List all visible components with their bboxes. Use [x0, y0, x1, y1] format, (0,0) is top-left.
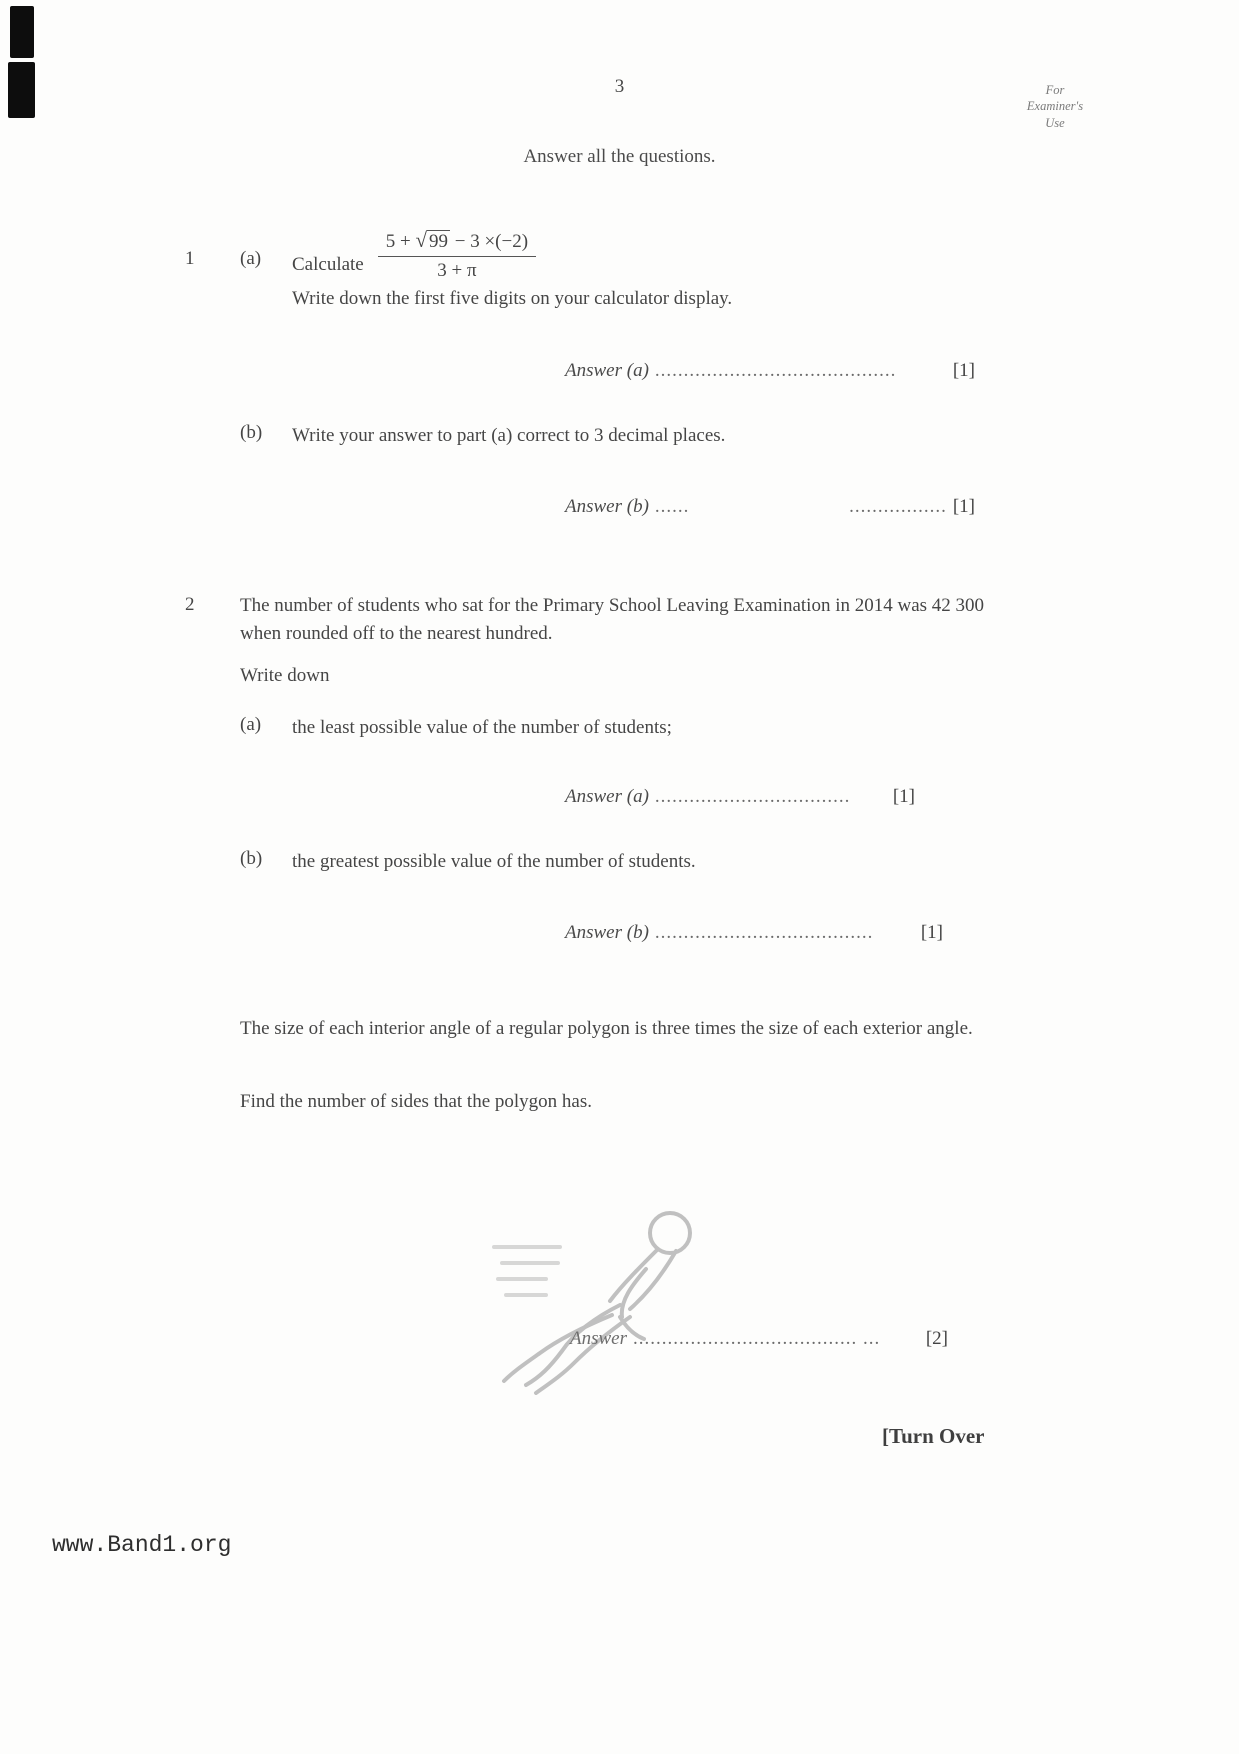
paper-instruction: Answer all the questions.: [523, 146, 716, 167]
mark-value: [1]: [892, 786, 915, 807]
q3-intro: The size of each interior angle of a regular polygon is three times the size of each exterior angle.: [240, 1018, 973, 1039]
answer-dots: ......................................: [654, 922, 874, 943]
site-watermark: www.Band1.org: [52, 1532, 232, 1558]
smudge-text: [492, 1245, 562, 1249]
q2-write-down: Write down: [240, 665, 330, 686]
q1b-label: (b): [240, 422, 263, 443]
runner-watermark: [470, 1205, 730, 1405]
q2a-answer-line: [565, 786, 915, 808]
smudge-text: [500, 1261, 560, 1265]
q1a-answer-line: [565, 360, 975, 382]
fraction: [378, 228, 536, 282]
q1-number: 1: [185, 248, 195, 269]
sqrt-icon: √: [415, 228, 427, 252]
q2b-answer-line: [565, 922, 943, 944]
fraction-numerator: 5 + √ 99 − 3 ×(−2): [378, 228, 536, 257]
examiner-line: For: [1045, 83, 1065, 97]
smudge-text: [496, 1277, 548, 1281]
page-number: 3: [614, 76, 625, 97]
examiner-line: Examiner's: [1026, 99, 1084, 114]
q2a-label: (a): [240, 714, 262, 735]
mark-value: [1]: [952, 360, 975, 381]
q1b-text: Write your answer to part (a) correct to 3 decimal places.: [292, 425, 726, 446]
answer-dots: ..........................................: [654, 360, 897, 381]
mark-value: [2]: [925, 1328, 948, 1349]
mark-value: [1]: [952, 496, 975, 517]
q3-task: Find the number of sides that the polygon has.: [240, 1091, 592, 1112]
answer-dots: ......: [654, 496, 690, 517]
q2-number: 2: [185, 594, 195, 615]
q2b-text: the greatest possible value of the number of students.: [292, 851, 696, 872]
q1a-text: Write down the first five digits on your calculator display.: [292, 288, 733, 309]
answer-label: Answer: [570, 1328, 627, 1349]
answer-dots: ....................................... ...: [633, 1328, 881, 1349]
q2b-label: (b): [240, 848, 263, 869]
running-figure-icon: [470, 1205, 730, 1405]
q2a-text: the least possible value of the number of students;: [292, 717, 672, 738]
answer-label: Answer (a): [565, 360, 649, 381]
mark-value: [1]: [920, 922, 943, 943]
q1a-calculate: Calculate: [292, 254, 364, 275]
q1b-answer-line: [565, 496, 975, 518]
answer-label: Answer (b): [565, 922, 649, 943]
answer-label: Answer (a): [565, 786, 649, 807]
scan-artifact: [10, 6, 34, 58]
examiner-use-note: [990, 82, 1120, 131]
fraction-denominator: 3 + π: [437, 260, 477, 281]
answer-label: Answer (b): [565, 496, 649, 517]
smudge-text: [504, 1293, 548, 1297]
examiner-line: Use: [1045, 115, 1065, 130]
q1a-expression: [292, 228, 536, 282]
q1a-label: (a): [240, 248, 262, 269]
q3-answer-line: [570, 1328, 948, 1350]
answer-dots: ..................................: [654, 786, 851, 807]
q2-intro: The number of students who sat for the Primary School Leaving Examination in 2014 was 42 300 when rounded off to the nearest hundred.: [240, 595, 985, 644]
answer-dots: .................: [849, 496, 947, 517]
turn-over-note: [Turn Over: [882, 1424, 985, 1448]
